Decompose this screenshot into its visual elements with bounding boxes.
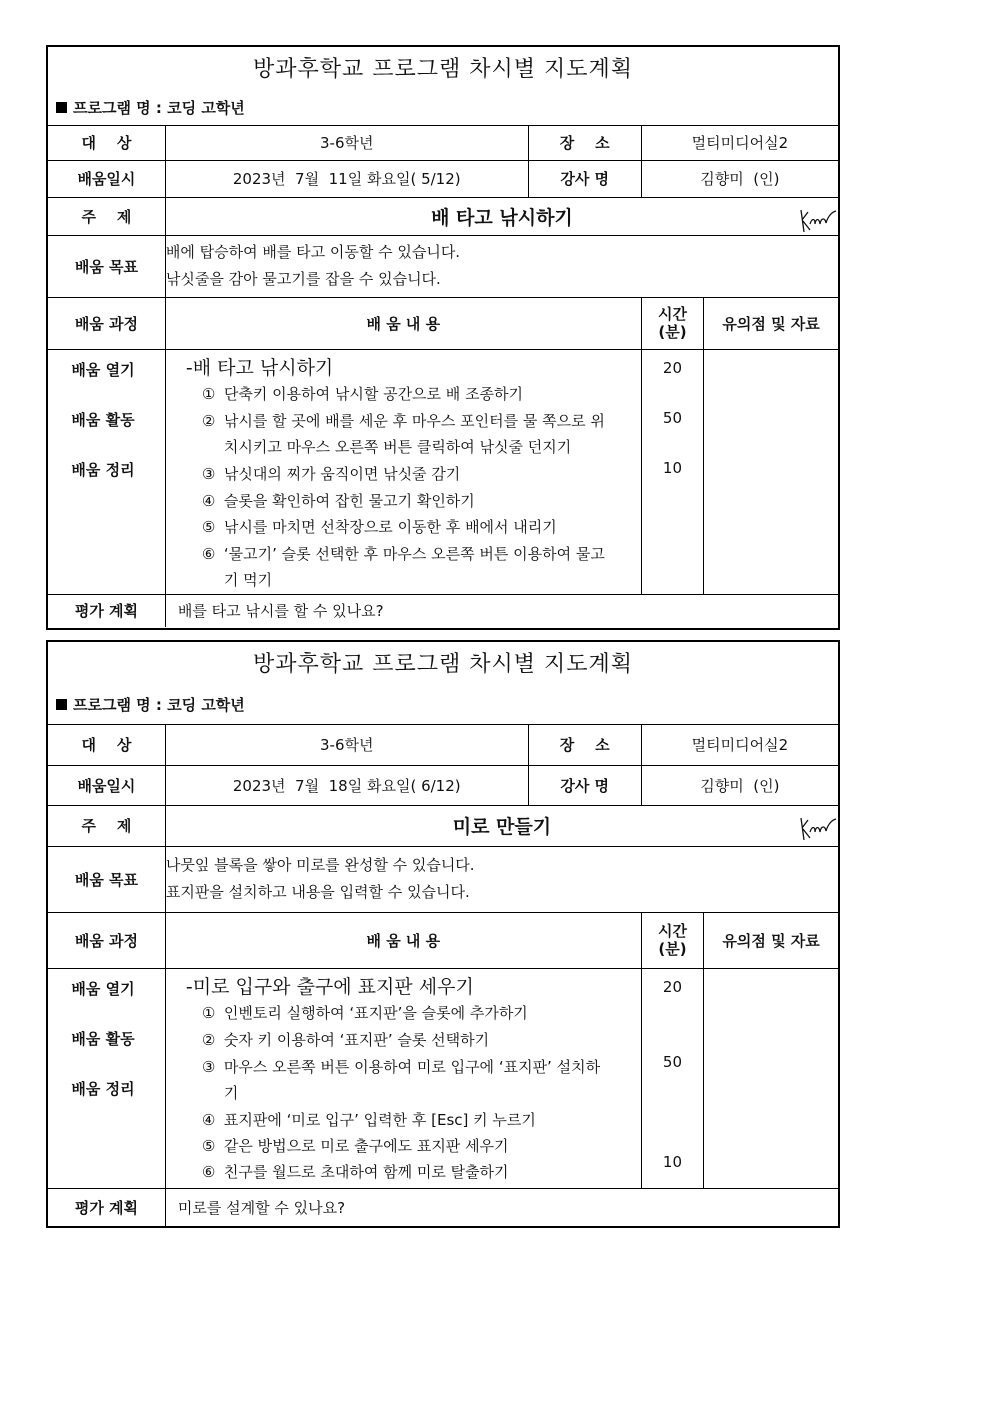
stage-activity: 배움 활동 bbox=[71, 1029, 135, 1048]
content-heading: -미로 입구와 출구에 표지판 세우기 bbox=[185, 975, 474, 998]
target-value: 3-6학년 bbox=[165, 126, 528, 160]
step-item: ④ 표지판에 ‘미로 입구’ 입력한 후 [Esc] 키 누르기 bbox=[201, 1110, 536, 1129]
eval-label: 평가 계획 bbox=[48, 1188, 165, 1226]
target-label: 대 상 bbox=[48, 126, 165, 160]
program-name bbox=[48, 686, 838, 725]
program-name bbox=[48, 91, 838, 126]
topic-value: 미로 만들기 bbox=[452, 816, 552, 838]
topic-label: 주 제 bbox=[48, 197, 165, 235]
plan-table bbox=[48, 725, 838, 1226]
time-header bbox=[641, 912, 703, 968]
minutes-value: 50 bbox=[662, 1052, 682, 1071]
step-item: ⑥ ‘물고기’ 슬롯 선택한 후 마우스 오른쪽 버튼 이용하여 물고 기 먹기 bbox=[201, 544, 605, 589]
date-value: 2023년 7월 18일 화요일( 6/12) bbox=[165, 765, 528, 805]
step-item: ⑤ 같은 방법으로 미로 출구에도 표지판 세우기 bbox=[201, 1136, 509, 1155]
place-label: 장 소 bbox=[528, 126, 641, 160]
stage-open: 배움 열기 bbox=[71, 979, 135, 998]
target-label: 대 상 bbox=[48, 725, 165, 765]
minutes-value: 20 bbox=[662, 977, 682, 996]
notes-header: 유의점 및 자료 bbox=[704, 297, 838, 349]
stage-cell bbox=[48, 349, 165, 594]
stage-wrapup: 배움 정리 bbox=[71, 1079, 135, 1098]
date-value: 2023년 7월 11일 화요일( 5/12) bbox=[165, 160, 528, 197]
lesson-plan-1 bbox=[46, 45, 840, 630]
stage-wrapup: 배움 정리 bbox=[71, 460, 135, 479]
goal-cell bbox=[165, 846, 838, 912]
goal-line: 배에 탑승하여 배를 타고 이동할 수 있습니다. bbox=[165, 243, 461, 261]
time-header-text: 시간(분) bbox=[657, 922, 687, 958]
process-label: 배움 과정 bbox=[48, 912, 165, 968]
plan-title: 방과후학교 프로그램 차시별 지도계획 bbox=[252, 652, 633, 677]
content-cell bbox=[165, 968, 641, 1188]
topic-value: 배 타고 낚시하기 bbox=[431, 206, 573, 229]
stage-open: 배움 열기 bbox=[71, 360, 135, 379]
teacher-value: 김향미 (인) bbox=[641, 765, 838, 805]
teacher-label: 강사 명 bbox=[528, 765, 641, 805]
date-label: 배움일시 bbox=[48, 160, 165, 197]
goal-label: 배움 목표 bbox=[48, 235, 165, 297]
eval-value: 미로를 설계할 수 있나요? bbox=[165, 1188, 838, 1226]
eval-label: 평가 계획 bbox=[48, 594, 165, 627]
plan-table bbox=[48, 126, 838, 627]
notes-cell bbox=[704, 968, 838, 1188]
process-label: 배움 과정 bbox=[48, 297, 165, 349]
content-cell bbox=[165, 349, 641, 594]
stage-activity: 배움 활동 bbox=[71, 410, 135, 429]
topic-label: 주 제 bbox=[48, 805, 165, 846]
content-heading: -배 타고 낚시하기 bbox=[185, 356, 334, 379]
program-label: 프로그램 명 : 코딩 고학년 bbox=[73, 99, 245, 117]
step-item: ⑤ 낚시를 마치면 선착장으로 이동한 후 배에서 내리기 bbox=[201, 517, 557, 536]
minutes-value: 20 bbox=[662, 358, 682, 377]
content-header: 배 움 내 용 bbox=[165, 297, 641, 349]
stage-cell bbox=[48, 968, 165, 1188]
teacher-label: 강사 명 bbox=[528, 160, 641, 197]
minutes-cell bbox=[641, 349, 703, 594]
step-item: ② 낚시를 할 곳에 배를 세운 후 마우스 포인터를 물 쪽으로 위 치시키고 마우스 오른쪽 버튼 클릭하여 낚싯줄 던지기 bbox=[201, 411, 605, 456]
content-header: 배 움 내 용 bbox=[165, 912, 641, 968]
signature-image bbox=[798, 810, 838, 844]
program-label: 프로그램 명 : 코딩 고학년 bbox=[73, 696, 245, 714]
place-label: 장 소 bbox=[528, 725, 641, 765]
minutes-cell bbox=[641, 968, 703, 1188]
square-bullet-icon bbox=[56, 699, 67, 710]
step-item: ③ 마우스 오른쪽 버튼 이용하여 미로 입구에 ‘표지판’ 설치하 기 bbox=[201, 1057, 601, 1102]
minutes-value: 10 bbox=[662, 1152, 682, 1171]
minutes-value: 50 bbox=[662, 408, 682, 427]
goal-line: 나뭇잎 블록을 쌓아 미로를 완성할 수 있습니다. bbox=[165, 856, 475, 874]
step-item: ④ 슬롯을 확인하여 잡힌 물고기 확인하기 bbox=[201, 491, 475, 510]
goal-label: 배움 목표 bbox=[48, 846, 165, 912]
place-value: 멀티미디어실2 bbox=[641, 725, 838, 765]
step-item: ① 인벤토리 실행하여 ‘표지판’을 슬롯에 추가하기 bbox=[201, 1003, 528, 1022]
notes-cell bbox=[704, 349, 838, 594]
goal-line: 낚싯줄을 감아 물고기를 잡을 수 있습니다. bbox=[165, 270, 441, 288]
square-bullet-icon bbox=[56, 102, 67, 113]
teacher-value: 김향미 (인) bbox=[641, 160, 838, 197]
date-label: 배움일시 bbox=[48, 765, 165, 805]
place-value: 멀티미디어실2 bbox=[641, 126, 838, 160]
step-item: ② 숫자 키 이용하여 ‘표지판’ 슬롯 선택하기 bbox=[201, 1030, 490, 1049]
minutes-value: 10 bbox=[662, 458, 682, 477]
step-item: ⑥ 친구를 월드로 초대하여 함께 미로 탈출하기 bbox=[201, 1162, 509, 1181]
topic-cell bbox=[165, 197, 838, 235]
lesson-plan-2 bbox=[46, 640, 840, 1228]
notes-header: 유의점 및 자료 bbox=[704, 912, 838, 968]
goal-cell bbox=[165, 235, 838, 297]
time-header-text: 시간(분) bbox=[657, 305, 687, 341]
step-item: ③ 낚싯대의 찌가 움직이면 낚싯줄 감기 bbox=[201, 464, 461, 483]
step-item: ① 단축키 이용하여 낚시할 공간으로 배 조종하기 bbox=[201, 384, 524, 403]
topic-cell bbox=[165, 805, 838, 846]
goal-line: 표지판을 설치하고 내용을 입력할 수 있습니다. bbox=[165, 883, 470, 901]
target-value: 3-6학년 bbox=[165, 725, 528, 765]
time-header bbox=[641, 297, 703, 349]
signature-image bbox=[798, 202, 838, 236]
eval-value: 배를 타고 낚시를 할 수 있나요? bbox=[165, 594, 838, 627]
plan-title: 방과후학교 프로그램 차시별 지도계획 bbox=[252, 57, 633, 82]
